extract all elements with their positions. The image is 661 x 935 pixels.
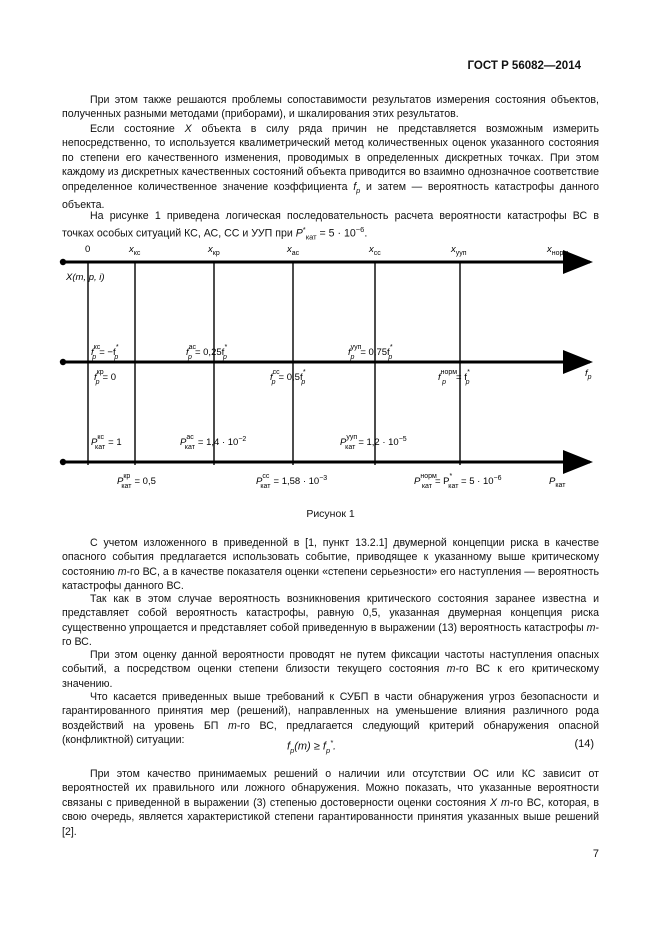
label-x-ss: $x_{сс}$ xyxy=(369,244,381,257)
paragraph-2: Если состояние X объекта в силу ряда причин не представляется возможным измерить непосредственно, то используется квалиметрический метод количественных оценок указанного состояния по степени его качественного изменения, проводимых в определенных дискретных точках. При этом каждому из дискретных качественных состояний объекта приводится во взаимно однозначное соответствие определенное количественное значение коэффициента $f_p$ и затем — вероятность катастрофы данного объекта. xyxy=(62,123,599,212)
document-header: ГОСТ Р 56082—2014 xyxy=(467,60,581,72)
f-label-ks: $f^{кс}$ p = −f* p xyxy=(91,344,119,361)
figure-axes xyxy=(63,262,590,462)
f-upper-labels xyxy=(91,344,393,361)
paragraph-1: При этом также решаются проблемы сопоставимости результатов измерения состояния объектов, полученных разными методами (приборами), и шкалирования этих результатов. xyxy=(62,94,599,121)
label-x-ks: $x_{кс}$ xyxy=(129,244,141,257)
f-label-ss: $f^{сс}$ p = 0,5f* p xyxy=(270,369,306,386)
f-label-as: $f^{ас}$ p = 0,25f* p xyxy=(186,344,228,361)
label-x-kr: $x_{кр}$ xyxy=(208,244,220,257)
axis-start-dots xyxy=(60,259,66,465)
label-zero: 0 xyxy=(85,244,91,255)
f-label-norm: $f^{норм}$ p = f* p xyxy=(438,369,470,386)
formula-expression: $f_p(m) \ge f_p^*$. xyxy=(287,738,337,755)
paragraph-6: При этом оценку данной вероятности проводят не путем фиксации частоты наступления опасных событий, а посредством оценки степени близости текущего состояния m-го ВС к его критическому значению. xyxy=(62,649,599,690)
p-label-norm: $P^{норм}$ кат = P* кат = $5 \cdot 10^{-6}$ xyxy=(414,473,502,490)
label-x-uup: $x_{ууп}$ xyxy=(451,244,467,257)
formula-number: (14) xyxy=(574,738,594,750)
f-label-kr: $f^{кр}$ p = 0 xyxy=(94,369,116,386)
p-label-as: $P^{ас}$ кат = $1,4 \cdot 10^{-2}$ xyxy=(180,434,247,451)
p-label-ks: $P^{кс}$ кат = 1 xyxy=(91,434,122,451)
axis-state-label: X(m, p, i) xyxy=(66,272,105,283)
axis-f-label: $f_p$ xyxy=(585,368,592,381)
paragraph-5: Так как в этом случае вероятность возникновения критического состояния заранее известна и представляет собой вероятность катастрофы, равную 0,5, указанная двумерная концепция риска существенно упрощается и представляет собой приведенную в выражении (13) вероятность катастрофы m-го ВС. xyxy=(62,593,599,649)
paragraph-8: При этом качество принимаемых решений о наличии или отсутствии ОС или КС зависит от вероятностей их правильного или ложного обнаружения. Можно показать, что указанные вероятности связаны с приведенной в выражении (3) степенью достоверности оценки состояния X m-го ВС, которая, в свою очередь, является характеристикой степени гарантированности принятия указанных выше решений [2]. xyxy=(62,768,599,838)
label-x-norm: $x_{норм}$ xyxy=(547,244,569,257)
top-labels xyxy=(85,244,568,257)
page-number: 7 xyxy=(592,848,599,860)
paragraph-3: На рисунке 1 приведена логическая последовательность расчета вероятности катастрофы ВС в точках особых ситуаций КС, АС, СС и УУП при $P^*_{кат} = 5 \cdot 10^{-6}$. xyxy=(62,210,599,243)
p-label-ss: $P^{сс}$ кат = $1,58 \cdot 10^{-3}$ xyxy=(256,473,328,490)
f-label-uup: $f^{ууп}$ p = 0,75f* p xyxy=(348,344,393,361)
label-x-as: $x_{ас}$ xyxy=(287,244,300,257)
paragraph-7: Что касается приведенных выше требований к СУБП в части обнаружения угроз безопасности и гарантированного принятия мер (решений), направленных на уменьшение влияния различного рода воздействий на уровень БП m-го ВС, предлагается следующий критерий обнаружения опасной (конфликтной) ситуации: xyxy=(62,691,599,747)
axis-p-label: $P_{кат}$ xyxy=(549,476,566,489)
paragraph-4: С учетом изложенного в приведенной в [1, пункт 13.2.1] двумерной концепции риска в качестве опасного события предлагается использовать событие, приводящее к указанному выше критическому состоянию m-го ВС, а в качестве показателя оценки «степени серьезности» его наступления — вероятность катастрофы данного ВС. xyxy=(62,537,600,593)
p-label-kr: $P^{кр}$ кат = 0,5 xyxy=(117,473,156,490)
p-upper-labels xyxy=(91,434,407,451)
figure-caption: Рисунок 1 xyxy=(306,508,355,520)
f-lower-labels xyxy=(94,369,470,386)
formula-14 xyxy=(62,737,599,755)
p-label-uup: $P^{ууп}$ кат = $1,2 \cdot 10^{-5}$ xyxy=(340,434,407,451)
p-lower-labels xyxy=(117,473,502,490)
